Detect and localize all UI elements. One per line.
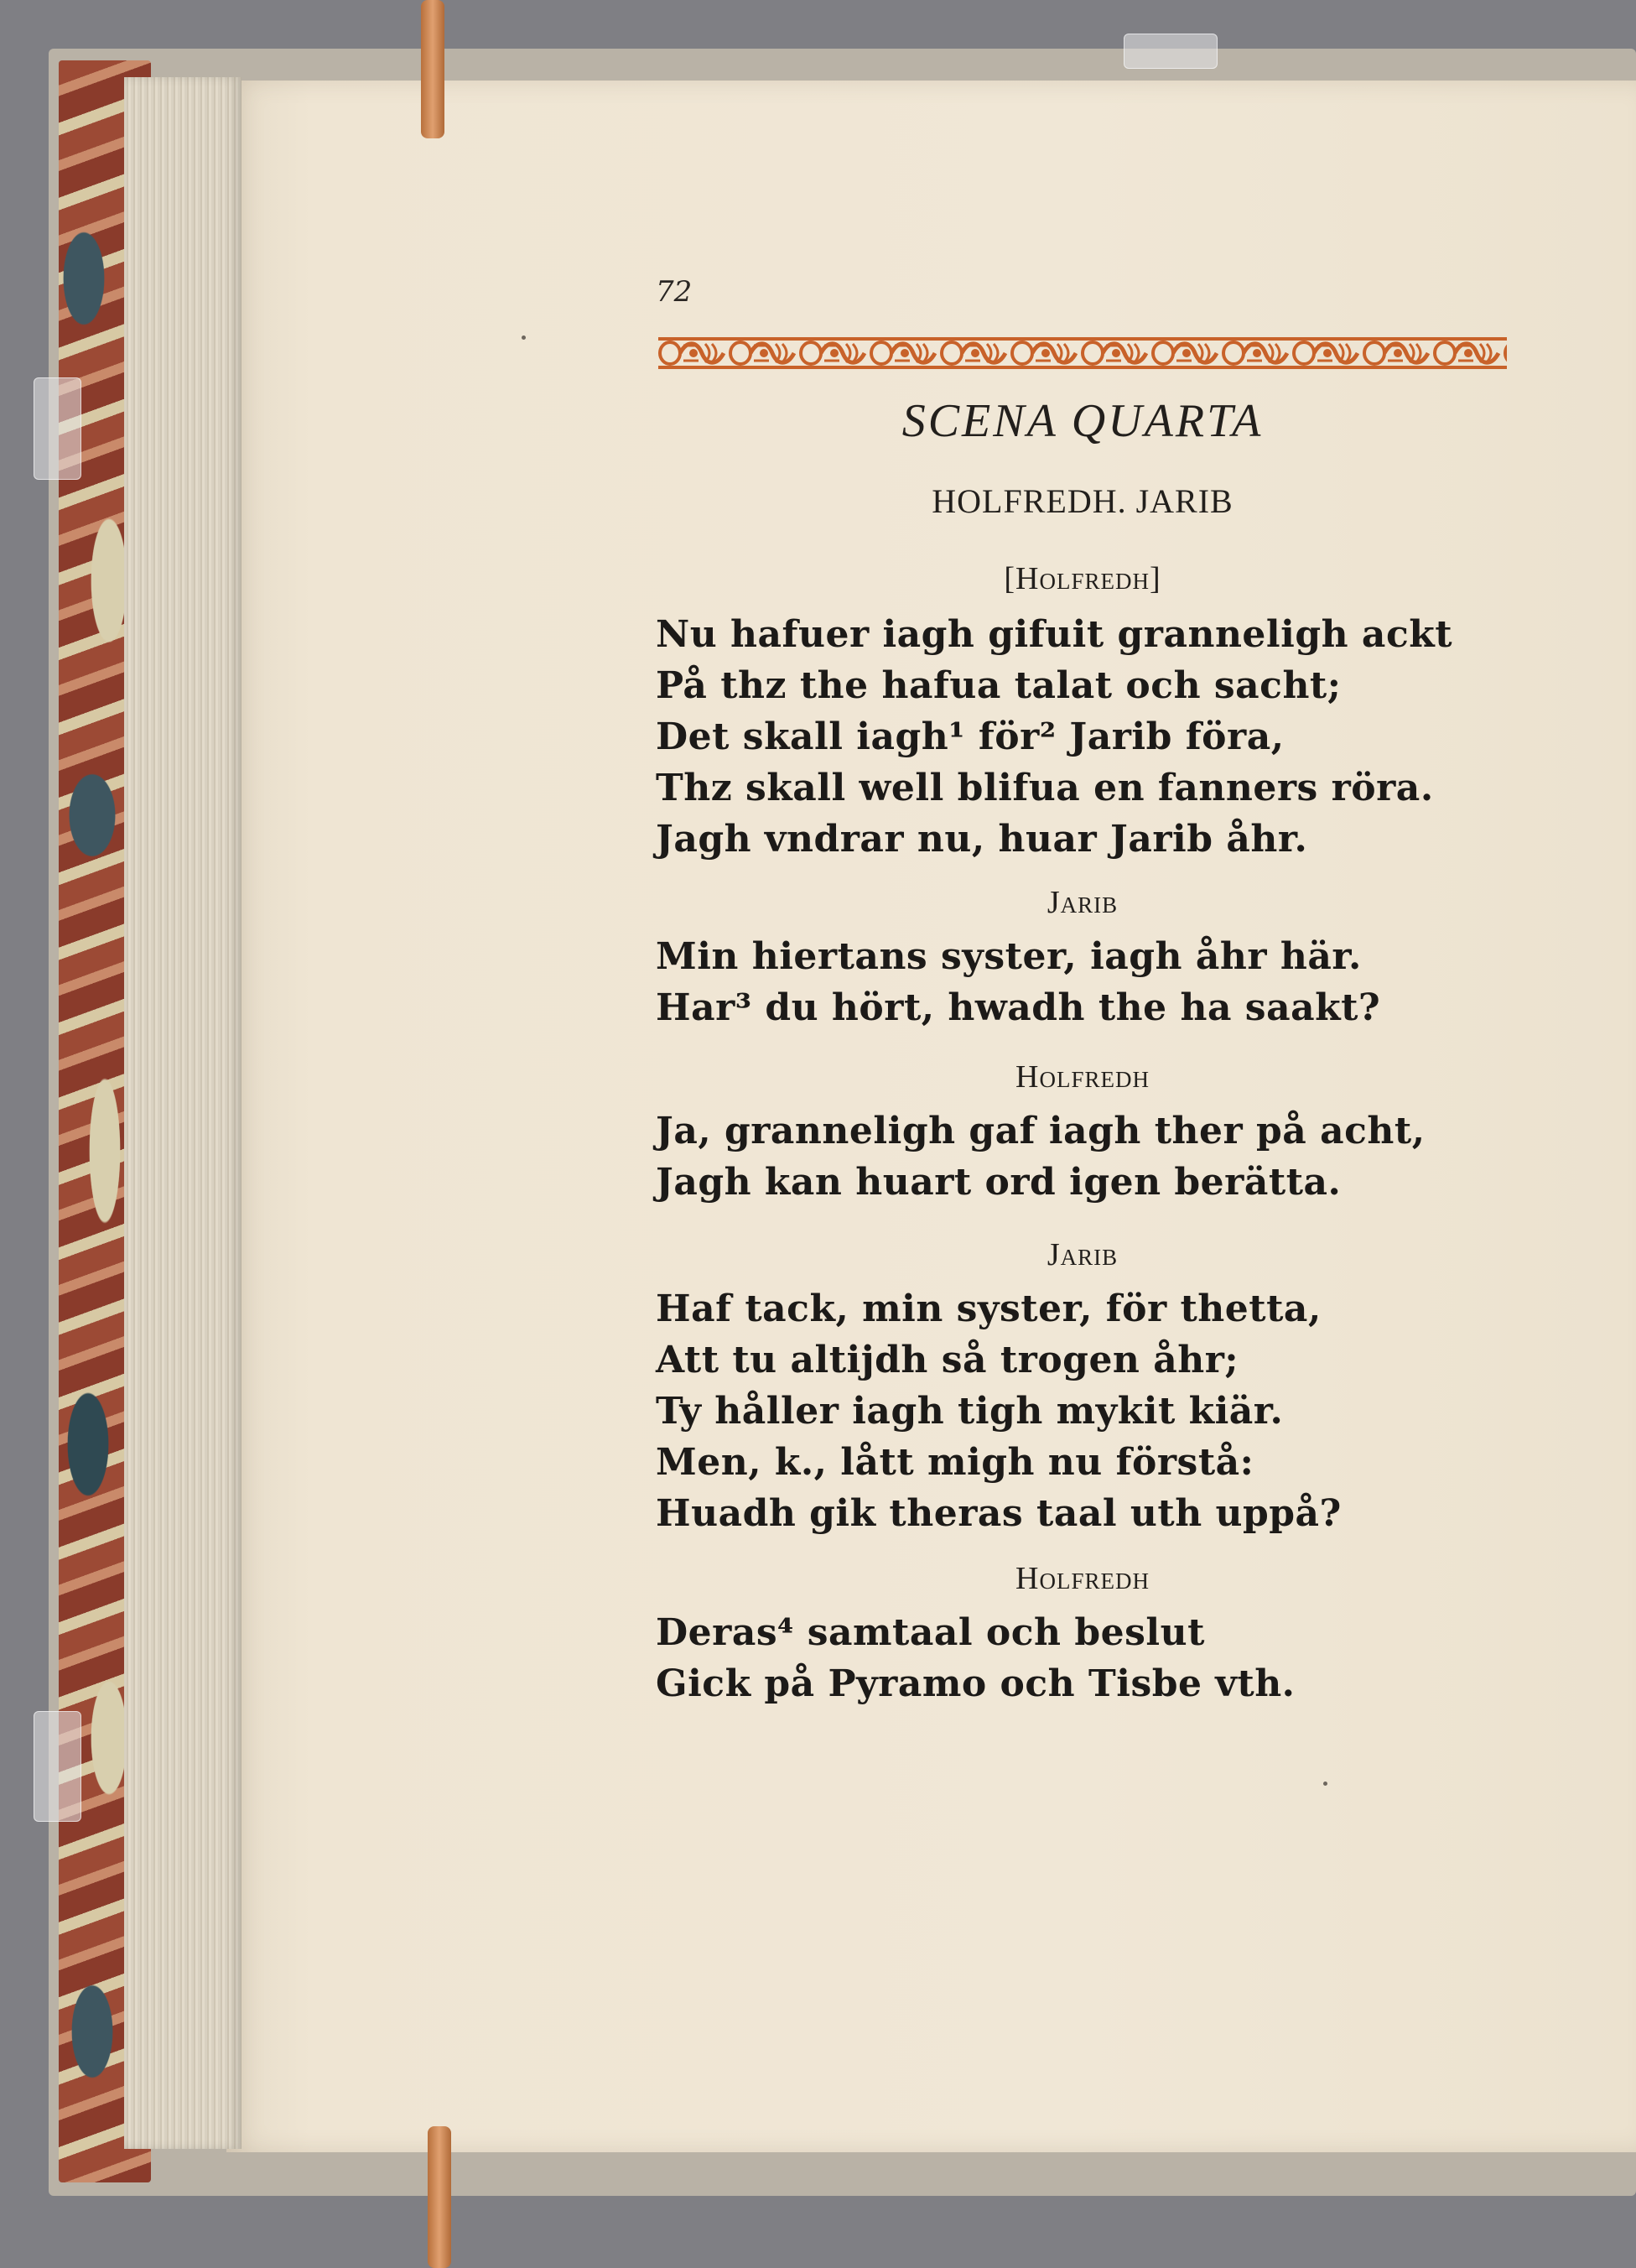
verse-line: Jagh vndrar nu, huar Jarib åhr. [656,818,1308,861]
plastic-tab-left-top [34,377,81,480]
paper-speck [1323,1782,1327,1786]
verse-line: Att tu altijdh så trogen åhr; [656,1339,1239,1381]
verse-line: Nu hafuer iagh gifuit granneligh ackt [656,613,1453,656]
plastic-tab-left-bottom [34,1711,81,1822]
verse-block [656,1105,1426,1208]
verse-line: Det skall iagh¹ för² Jarib föra, [656,715,1285,758]
verse-block [656,1607,1296,1709]
speaker-label: Holfredh [1015,1561,1150,1596]
verse-line: Ty håller iagh tigh mykit kiär. [656,1390,1284,1433]
verse-line: Men, k., lått migh nu förstå: [656,1441,1254,1484]
verse-line: Ja, granneligh gaf iagh ther på acht, [656,1110,1426,1152]
scene-title: SCENA QUARTA [901,395,1264,447]
page-edges [124,77,242,2149]
speaker-label: Jarib [1047,885,1119,920]
verse-line: Thz skall well blifua en fanners röra. [656,767,1434,809]
verse-line: Haf tack, min syster, för thetta, [656,1287,1322,1330]
verse-block [656,609,1452,865]
verse-line: Gick på Pyramo och Tisbe vth. [656,1662,1296,1705]
verse-line: Jagh kan huart ord igen berätta. [656,1161,1342,1204]
page-clip-bottom [428,2126,451,2268]
verse-line: Deras⁴ samtaal och beslut [656,1611,1205,1654]
decorative-border-ornament [658,336,1507,371]
page-clip-top [421,0,444,138]
speaker-label: Holfredh [1015,1059,1150,1095]
verse-line: Huadh gik theras taal uth uppå? [656,1492,1342,1535]
speaker-label: Jarib [1047,1237,1119,1272]
verse-line: Min hiertans syster, iagh åhr här. [656,935,1362,978]
verse-line: Har³ du hört, hwadh the ha saakt? [656,986,1381,1029]
verse-line: På thz the hafua talat och sacht; [656,664,1342,707]
plastic-tab-top [1124,34,1218,69]
paper-speck [522,336,526,340]
page-number: 72 [656,275,693,309]
verse-block [656,1283,1342,1539]
verse-block [656,931,1380,1033]
scene-characters: HOLFREDH. JARIB [932,482,1233,520]
speaker-label: [Holfredh] [1004,561,1161,596]
